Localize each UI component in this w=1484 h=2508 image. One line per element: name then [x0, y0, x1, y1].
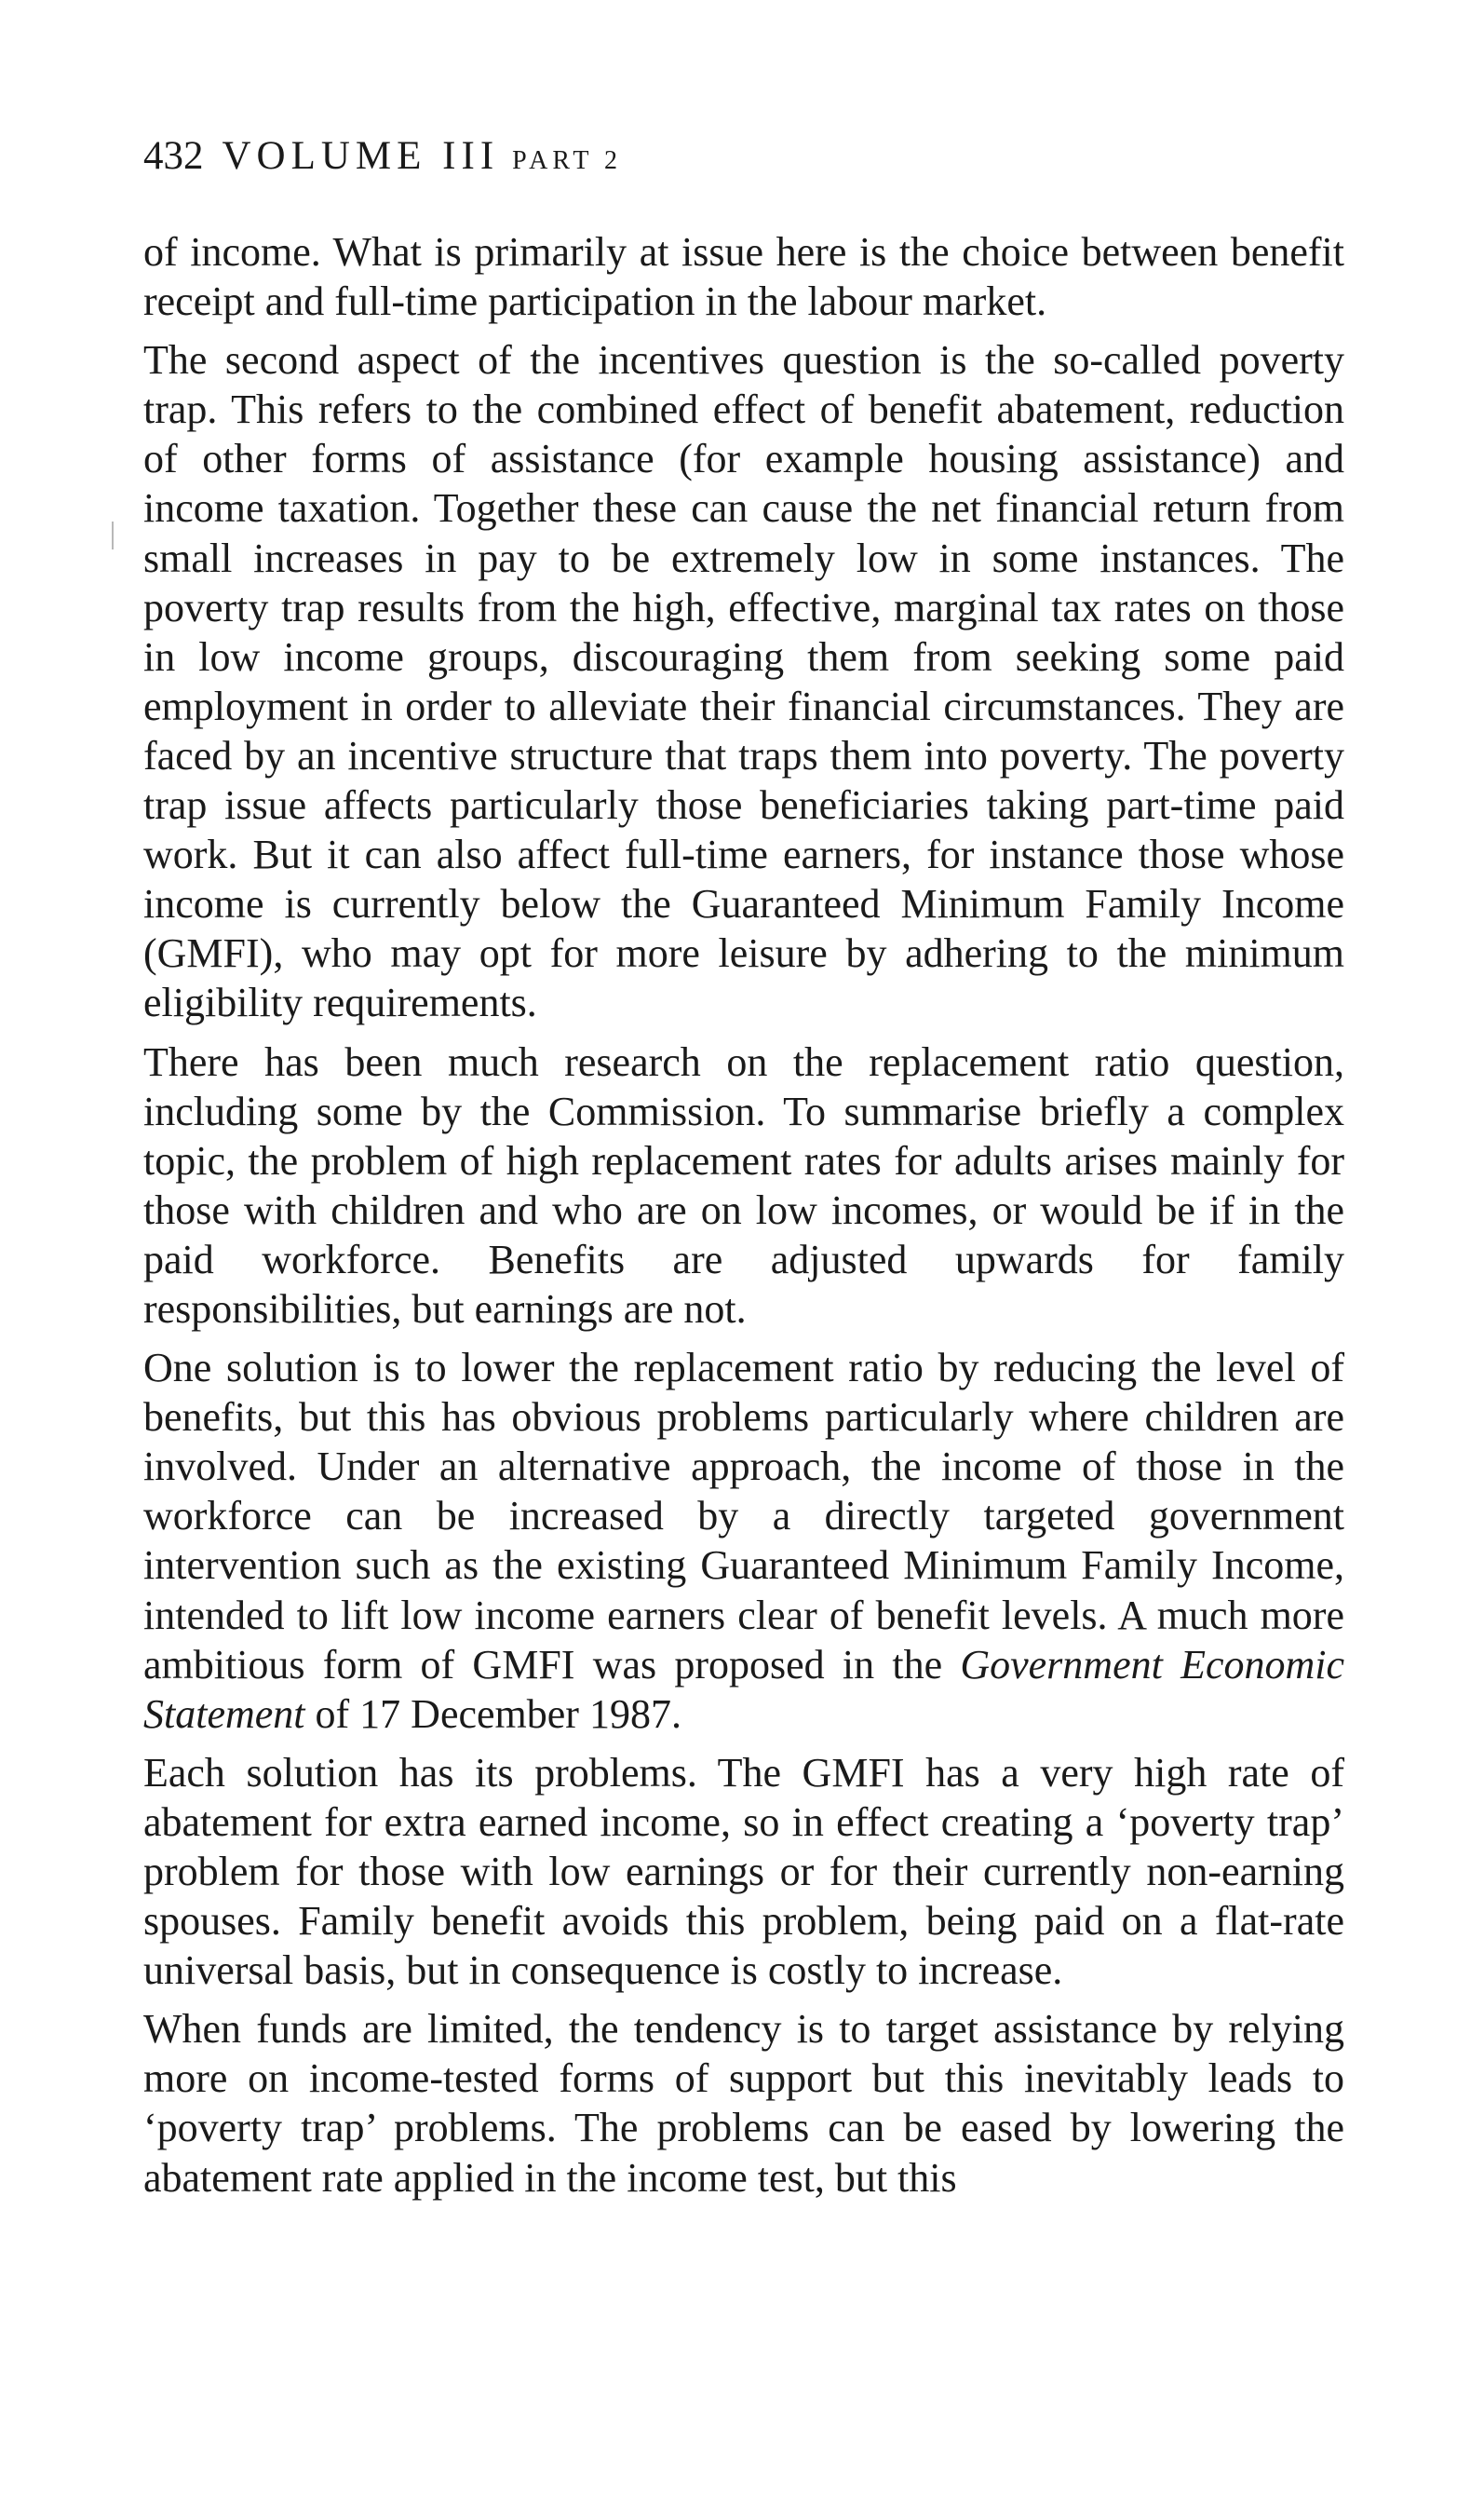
paragraph-continued: of income. What is primarily at issue here is the choice between benefit receipt and full-time participation in the labour market.: [143, 229, 1344, 325]
paragraph-solutions-text: One solution is to lower the replacement ratio by reducing the level of benefits, but this has obvious problems particularly where children are involved. Under an alternative approach, the income of those in the workforce can be increased by a directly targeted government intervention such as the existing Guaranteed Minimum Family Income, intended to lift low income earners clear of benefit levels. A much more ambitious form of GMFI was proposed in the: [143, 1345, 1344, 1688]
paragraph-poverty-trap: The second aspect of the incentives question is the so-called poverty trap. This refers to the combined effect of benefit abatement, reduction of other forms of assistance (for example housing assistance) and income taxation. Together these can cause the net financial return from small increases in pay to be extremely low in some instances. The poverty trap results from the high, effective, marginal tax rates on those in low income groups, discouraging them from seeking some paid employment in order to alleviate their financial circumstances. They are faced by an incentive structure that traps them into poverty. The poverty trap issue affects particularly those beneficiaries taking part-time paid work. But it can also affect full-time earners, for instance those whose income is currently below the Guaranteed Minimum Family Income (GMFI), who may opt for more leisure by adhering to the minimum eligibility requirements.: [143, 337, 1344, 1026]
paragraph-replacement-ratio: There has been much research on the replacement ratio question, including some by the Commission. To summarise briefly a complex topic, the problem of high replacement rates for adults arises mainly for those with children and who are on low incomes, or would be if in the paid workforce. Benefits are adjusted upwards for family responsibilities, but earnings are not.: [143, 1038, 1344, 1332]
paragraph-solutions: [143, 1343, 1344, 1739]
paragraph-limited-funds: When funds are limited, the tendency is to target assistance by relying more on income-tested forms of support but this inevitably leads to ‘poverty trap’ problems. The problems can be eased by lowering the abatement rate applied in the income test, but this: [143, 2006, 1344, 2201]
statement-title: Government Economic Statement: [143, 1641, 1344, 1737]
part-label: PART 2: [512, 146, 622, 175]
running-head: [143, 130, 622, 187]
volume-label: VOLUME III: [222, 134, 500, 178]
paragraph-solutions-date: of 17 December 1987.: [304, 1690, 681, 1737]
paragraph-problems: Each solution has its problems. The GMFI has a very high rate of abatement for extra earned income, so in effect creating a ‘poverty trap’ problem for those with low earnings or for their currently non-earning spouses. Family benefit avoids this problem, being paid on a flat-rate universal basis, but in consequence is costly to increase.: [143, 1749, 1344, 1994]
body-text: [143, 227, 1344, 2212]
page-number: 432: [143, 134, 204, 178]
margin-mark: [112, 522, 114, 549]
